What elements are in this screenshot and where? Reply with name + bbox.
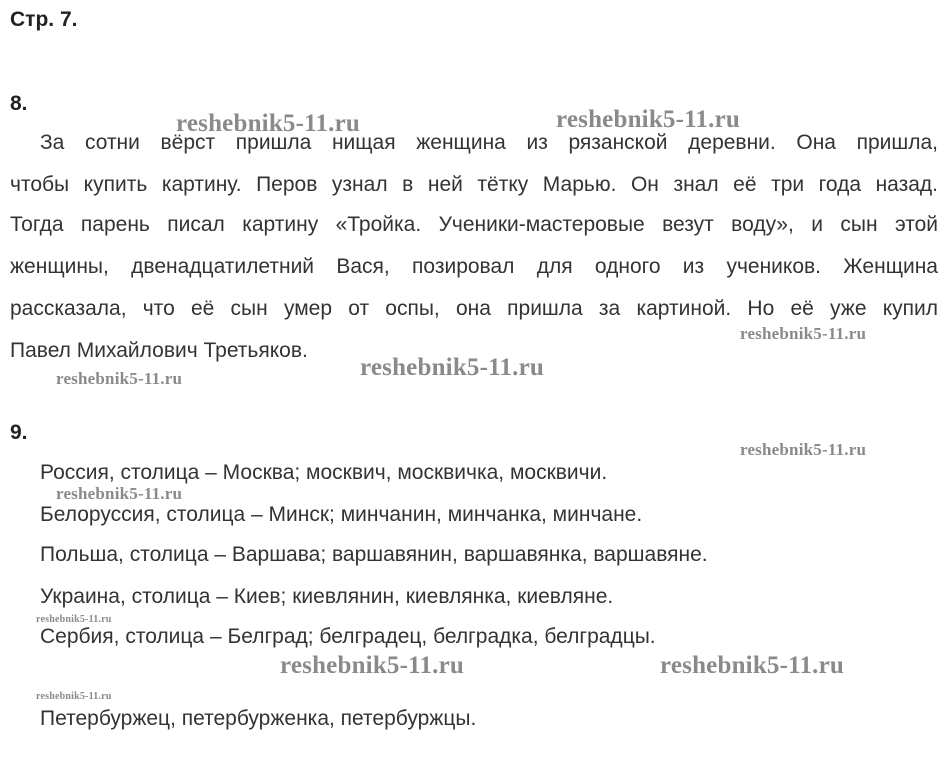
- watermark: reshebnik5-11.ru: [56, 369, 183, 388]
- task-8-line-5: рассказала, что её сын умер от оспы, она пришла за картиной. Но её уже купил: [10, 297, 938, 320]
- watermark: reshebnik5-11.ru: [740, 324, 867, 343]
- task-9-line-3: Польша, столица – Варшава; варшавянин, варшавянка, варшавяне.: [40, 543, 708, 566]
- task-8-line-1: За сотни вёрст пришла нищая женщина из рязанской деревни. Она пришла,: [40, 131, 938, 154]
- task-8-line-2: чтобы купить картину. Перов узнал в ней тётку Марью. Он знал её три года назад.: [10, 173, 938, 196]
- watermark: reshebnik5-11.ru: [36, 614, 112, 625]
- task-9-line-2: Белоруссия, столица – Минск; минчанин, минчанка, минчане.: [40, 503, 643, 526]
- task-9-number: 9.: [10, 421, 28, 444]
- task-9-line-1: Россия, столица – Москва; москвич, москвичка, москвичи.: [40, 461, 608, 484]
- task-8-number: 8.: [10, 92, 28, 115]
- task-8-line-3: Тогда парень писал картину «Тройка. Ученики-мастеровые везут воду», и сын этой: [10, 213, 938, 236]
- watermark: reshebnik5-11.ru: [360, 354, 545, 381]
- watermark: reshebnik5-11.ru: [176, 110, 361, 137]
- page-title: Стр. 7.: [10, 8, 78, 31]
- watermark: reshebnik5-11.ru: [556, 106, 741, 133]
- task-9-line-6: Петербуржец, петербурженка, петербуржцы.: [40, 707, 477, 730]
- task-9-line-4: Украина, столица – Киев; киевлянин, киевлянка, киевляне.: [40, 585, 614, 608]
- task-8-line-4: женщины, двенадцатилетний Вася, позировал для одного из учеников. Женщина: [10, 255, 938, 278]
- task-9-line-5: Сербия, столица – Белград; белградец, белградка, белградцы.: [40, 625, 656, 648]
- task-8-line-6: Павел Михайлович Третьяков.: [10, 339, 308, 362]
- watermark: reshebnik5-11.ru: [660, 652, 845, 679]
- watermark: reshebnik5-11.ru: [740, 440, 867, 459]
- watermark: reshebnik5-11.ru: [56, 484, 183, 503]
- watermark: reshebnik5-11.ru: [280, 652, 465, 679]
- watermark: reshebnik5-11.ru: [36, 691, 112, 702]
